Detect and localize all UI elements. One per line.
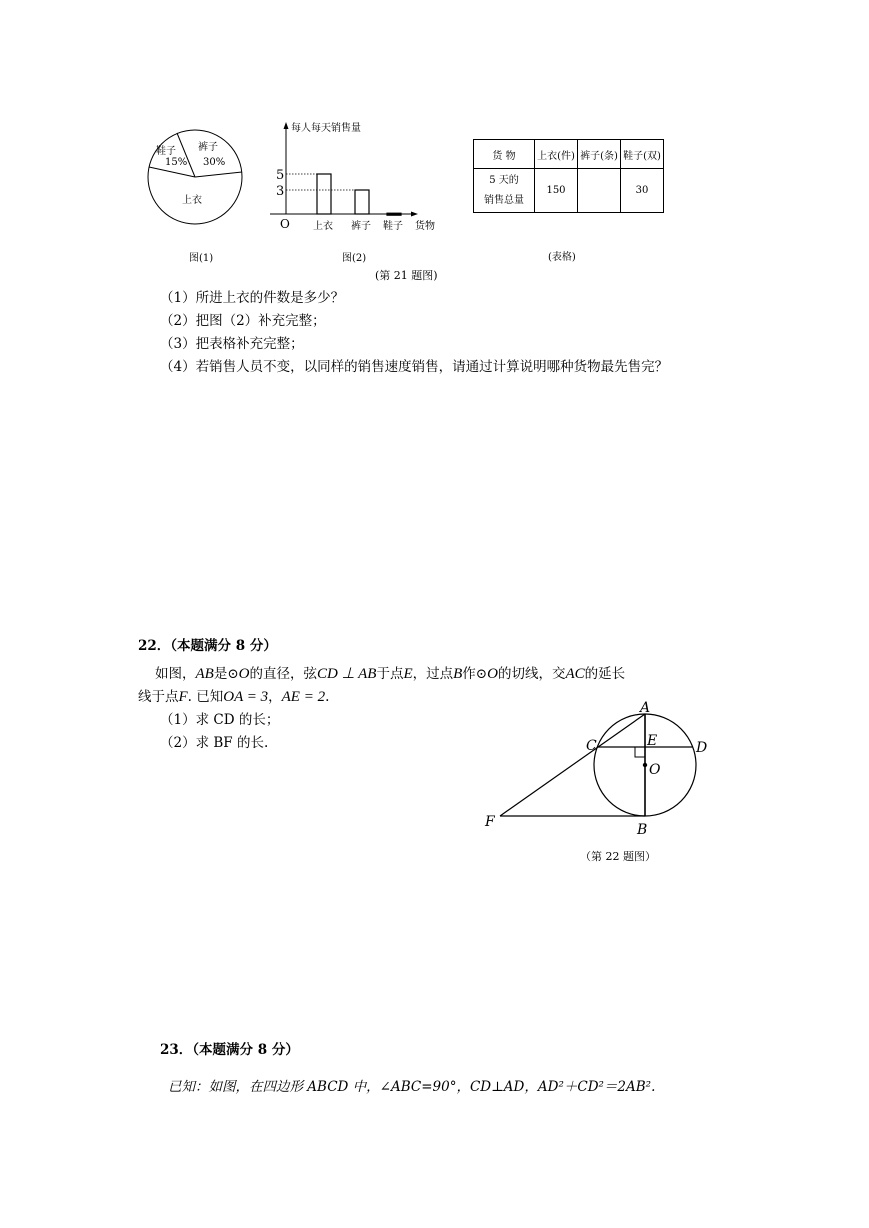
bar-2: [355, 190, 369, 214]
label-f: F: [485, 814, 495, 830]
bar-xlabel: 货物: [415, 221, 435, 232]
q22-var: OA = 3: [223, 689, 269, 705]
label-d: D: [696, 740, 708, 756]
table-header: 上衣(件): [535, 140, 578, 169]
row-label-line1: 5 天的: [489, 174, 519, 186]
bar-category-label: 鞋子: [383, 221, 403, 232]
q22-var: B: [453, 666, 463, 682]
table-header-row: [474, 140, 664, 169]
table-cell: 30: [621, 169, 664, 213]
q22-text: 的直径，弦: [249, 666, 317, 682]
q22-text: .: [325, 689, 330, 705]
q22-var: AE = 2: [281, 689, 326, 705]
q22-var: AB: [195, 666, 214, 682]
pie-slice-label-pants: 裤子: [198, 142, 218, 153]
bar-tick-label: 5: [276, 168, 285, 183]
q22-text: 是⊙: [213, 666, 239, 682]
bar-category-label: 裤子: [351, 221, 371, 232]
label-a: A: [640, 700, 651, 716]
table-caption: (表格): [548, 252, 576, 263]
bar-caption: 图(2): [342, 253, 367, 264]
q22-var: CD ⊥ AB: [316, 666, 377, 682]
right-angle-mark: [635, 747, 645, 757]
q22-text: ，: [268, 689, 282, 705]
pie-slice-pct-shoes: 15%: [165, 157, 188, 168]
label-c: C: [586, 738, 597, 754]
q22-caption: （第 22 题图）: [580, 850, 656, 863]
q22-var: AC: [565, 666, 585, 682]
q21-question-2: （2）把图（2）补充完整；: [160, 313, 326, 329]
bar-chart: [262, 116, 452, 238]
pie-slice-label-shoes: 鞋子: [156, 146, 176, 157]
label-o: O: [649, 762, 661, 778]
center-dot: [643, 763, 647, 767]
q22-text: 如图，: [155, 666, 196, 682]
q22-heading: 22．（本题满分 8 分）: [138, 638, 277, 654]
bar-origin: O: [280, 217, 290, 231]
q21-question-3: （3）把表格补充完整；: [160, 336, 304, 352]
q22-text: ，过点: [412, 666, 454, 682]
bar-y-arrow: [284, 122, 289, 129]
q22-text: . 已知: [187, 689, 224, 705]
q21-question-4: （4）若销售人员不变，以同样的销售速度销售，请通过计算说明哪种货物最先售完？: [160, 359, 669, 375]
table-cell: 150: [535, 169, 578, 213]
row-label-line2: 销售总量: [484, 194, 524, 206]
pie-caption: 图(1): [189, 253, 214, 264]
table-row: [474, 169, 664, 213]
q23-heading: 23．（本题满分 8 分）: [160, 1042, 299, 1058]
q22-paragraph-line1: [155, 666, 625, 682]
q23-text: 已知：如图，在四边形 ABCD 中，∠ABC=90°，CD⊥AD，AD²＋CD²＝2AB².: [168, 1079, 656, 1095]
q22-text: 的切线，交: [497, 666, 566, 682]
q22-text: 于点: [376, 666, 404, 682]
table-row-label: [474, 169, 535, 213]
q22-var: E: [403, 666, 413, 682]
figure-caption-21: (第 21 题图): [375, 269, 438, 282]
label-b: B: [637, 822, 648, 838]
q22-var: O: [238, 666, 250, 682]
bar-3: [387, 213, 401, 215]
q22-var: O: [487, 666, 498, 682]
q22-text: 线于点: [138, 689, 179, 705]
table-cell: [578, 169, 621, 213]
bar-1: [317, 174, 331, 214]
bar-x-arrow: [411, 212, 418, 217]
bar-category-label: 上衣: [313, 221, 333, 232]
pie-chart: [144, 124, 248, 230]
bar-ylabel: 每人每天销售量: [291, 123, 361, 134]
goods-table: [473, 139, 664, 213]
table-header: 鞋子(双): [621, 140, 664, 169]
pie-slice-label-top: 上衣: [182, 195, 202, 206]
q22-text: 的延长: [584, 666, 626, 682]
table-header: 货 物: [474, 140, 535, 169]
q22-var: F: [178, 689, 188, 705]
pie-slice-pct-pants: 30%: [203, 157, 226, 168]
q22-sub-question-1: （1）求 CD 的长；: [160, 712, 280, 728]
q21-question-1: （1）所进上衣的件数是多少？: [160, 290, 345, 306]
line-fa: [500, 714, 645, 816]
label-e: E: [647, 733, 658, 749]
q22-paragraph-line2: [138, 689, 329, 705]
q22-text: 作⊙: [462, 666, 488, 682]
q22-figure: [480, 698, 720, 843]
q22-sub-question-2: （2）求 BF 的长.: [160, 735, 269, 751]
table-header: 裤子(条): [578, 140, 621, 169]
bar-tick-label: 3: [276, 184, 285, 199]
